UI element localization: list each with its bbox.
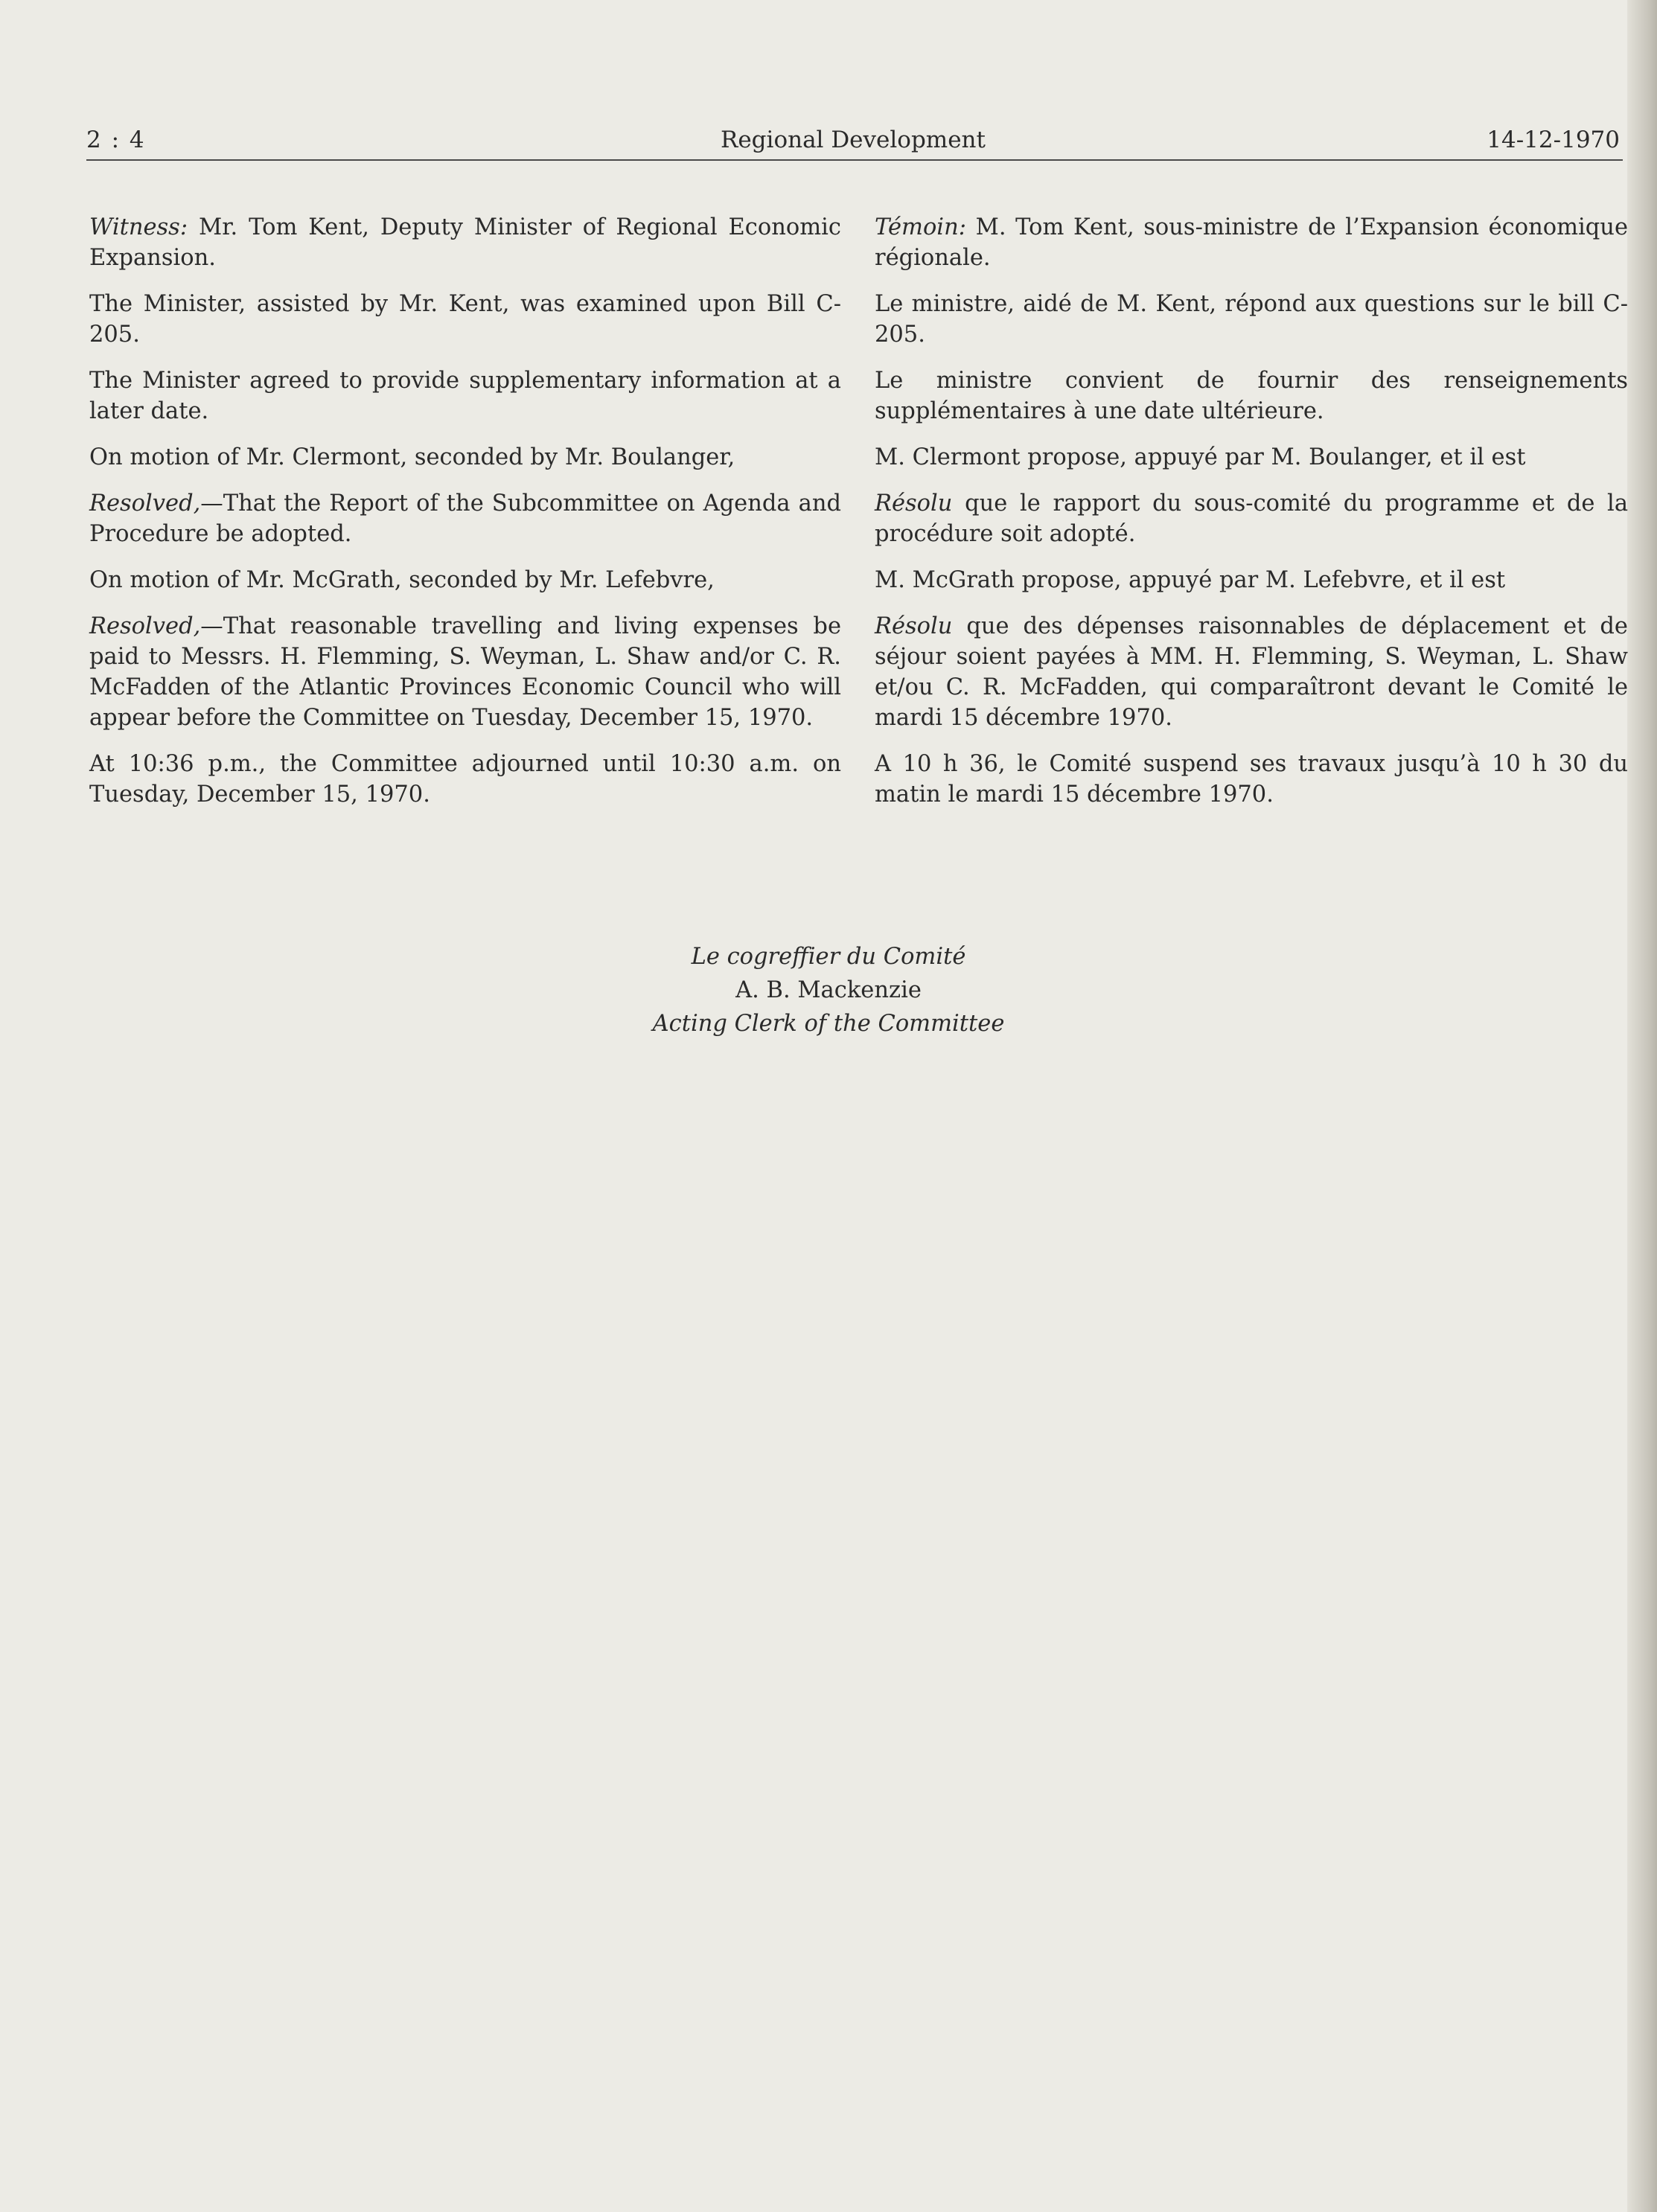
proposition-paragraph-1: M. Clermont propose, appuyé par M. Boulanger, et il est bbox=[875, 444, 1526, 470]
page-edge bbox=[1627, 0, 1657, 2212]
resolu-paragraph-1 bbox=[875, 488, 1628, 549]
witness-text: Mr. Tom Kent, Deputy Minister of Regional Economic Expansion. bbox=[89, 214, 841, 271]
supplementary-paragraph: The Minister agreed to provide supplementary information at a later date. bbox=[89, 368, 841, 424]
witness-paragraph bbox=[89, 212, 841, 273]
resolution-paragraph-1 bbox=[89, 488, 841, 549]
clerk-title-english: Acting Clerk of the Committee bbox=[652, 1011, 1005, 1037]
examined-paragraph: The Minister, assisted by Mr. Kent, was examined upon Bill C-205. bbox=[89, 291, 841, 348]
signature-block bbox=[0, 940, 1657, 1041]
suspension-paragraph: A 10 h 36, le Comité suspend ses travaux jusqu’à 10 h 30 du matin le mardi 15 décembre 1970. bbox=[875, 751, 1628, 808]
motion-paragraph-2: On motion of Mr. McGrath, seconded by Mr. Lefebvre, bbox=[89, 567, 715, 593]
temoin-paragraph bbox=[875, 212, 1628, 273]
english-column bbox=[89, 212, 841, 825]
renseignements-paragraph: Le ministre convient de fournir des renseignements supplémentaires à une date ultérieure. bbox=[875, 368, 1628, 424]
temoin-label: Témoin: bbox=[875, 214, 966, 240]
running-title: Regional Development bbox=[721, 127, 986, 153]
header-rule bbox=[86, 159, 1623, 161]
resolu-text-1: que le rapport du sous-comité du programme et de la procédure soit adopté. bbox=[875, 490, 1628, 547]
resolu-label-2: Résolu bbox=[875, 613, 953, 639]
page-number: 2 : 4 bbox=[86, 127, 146, 153]
clerk-title-french: Le cogreffier du Comité bbox=[691, 944, 966, 970]
proposition-paragraph-2: M. McGrath propose, appuyé par M. Lefebvre, et il est bbox=[875, 567, 1506, 593]
resolved-label-2: Resolved, bbox=[89, 613, 201, 639]
resolution-paragraph-2 bbox=[89, 611, 841, 733]
motion-paragraph-1: On motion of Mr. Clermont, seconded by Mr. Boulanger, bbox=[89, 444, 735, 470]
resolu-paragraph-2 bbox=[875, 611, 1628, 733]
ministre-paragraph: Le ministre, aidé de M. Kent, répond aux questions sur le bill C-205. bbox=[875, 291, 1628, 348]
page-header bbox=[86, 127, 1620, 164]
witness-label: Witness: bbox=[89, 214, 188, 240]
header-date: 14-12-1970 bbox=[1487, 127, 1620, 153]
resolved-text-2: —That reasonable travelling and living expenses be paid to Messrs. H. Flemming, S. Weyman, L. Shaw and/or C. R. McFadden of the Atlantic Provinces Economic Council who will appear before the Committee on Tuesday, December 15, 1970. bbox=[89, 613, 841, 731]
resolu-text-2: que des dépenses raisonnables de déplacement et de séjour soient payées à MM. H. Flemming, S. Weyman, L. Shaw et/ou C. R. McFadden, qui comparaîtront devant le Comité le mardi 15 décembre 1970. bbox=[875, 613, 1628, 731]
adjournment-paragraph: At 10:36 p.m., the Committee adjourned until 10:30 a.m. on Tuesday, December 15, 1970. bbox=[89, 751, 841, 808]
resolu-label-1: Résolu bbox=[875, 490, 953, 517]
resolved-label-1: Resolved, bbox=[89, 490, 201, 517]
french-column bbox=[875, 212, 1628, 825]
temoin-text: M. Tom Kent, sous-ministre de l’Expansion économique régionale. bbox=[875, 214, 1628, 271]
resolved-text-1: —That the Report of the Subcommittee on Agenda and Procedure be adopted. bbox=[89, 490, 841, 547]
clerk-name: A. B. Mackenzie bbox=[735, 977, 922, 1003]
